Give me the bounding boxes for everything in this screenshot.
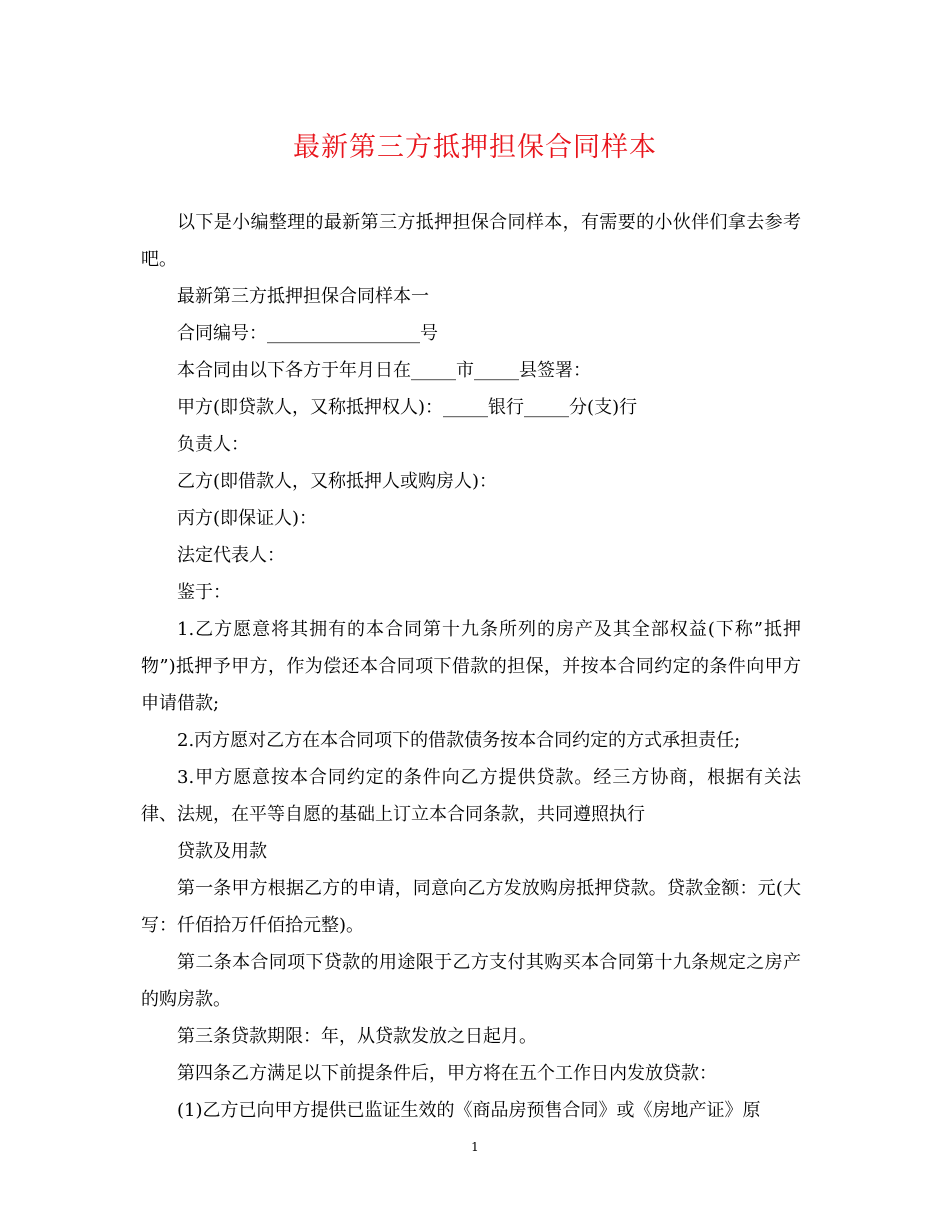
page-number: 1	[471, 1140, 479, 1154]
document-body	[141, 204, 801, 1129]
paragraph-party-c: 丙方(即保证人)：	[177, 508, 318, 529]
paragraph-article-1: 第一条甲方根据乙方的申请，同意向乙方发放购房抵押贷款。贷款金额：元(大写：仟佰拾万仟佰拾元整)。	[141, 878, 801, 936]
paragraph-responsible-person: 负责人：	[177, 434, 249, 455]
paragraph-intro: 以下是小编整理的最新第三方抵押担保合同样本，有需要的小伙伴们拿去参考吧。	[141, 212, 801, 270]
document-title: 最新第三方抵押担保合同样本	[293, 132, 657, 163]
paragraph-article-4: 第四条乙方满足以下前提条件后，甲方将在五个工作日内发放贷款：	[177, 1063, 717, 1084]
paragraph-sample-heading: 最新第三方抵押担保合同样本一	[177, 286, 429, 307]
paragraph-whereas-2: 2.丙方愿对乙方在本合同项下的借款债务按本合同约定的方式承担责任;	[177, 730, 741, 751]
paragraph-party-a: 甲方(即贷款人，又称抵押权人)：_____银行_____分(支)行	[177, 397, 638, 418]
paragraph-signing: 本合同由以下各方于年月日在_____市_____县签署：	[177, 360, 591, 381]
paragraph-loan-section: 贷款及用款	[177, 841, 267, 862]
paragraph-legal-representative: 法定代表人：	[177, 545, 285, 566]
paragraph-whereas-3: 3.甲方愿意按本合同约定的条件向乙方提供贷款。经三方协商，根据有关法律、法规，在平等自愿的基础上订立本合同条款，共同遵照执行	[141, 767, 801, 825]
paragraph-condition-1: (1)乙方已向甲方提供已监证生效的《商品房预售合同》或《房地产证》原	[177, 1100, 761, 1121]
paragraph-article-2: 第二条本合同项下贷款的用途限于乙方支付其购买本合同第十九条规定之房产的购房款。	[141, 952, 801, 1010]
paragraph-contract-number: 合同编号：_________________号	[177, 323, 438, 344]
paragraph-whereas-1: 1.乙方愿意将其拥有的本合同第十九条所列的房产及其全部权益(下称”抵押物”)抵押予甲方，作为偿还本合同项下借款的担保，并按本合同约定的条件向甲方申请借款;	[141, 619, 801, 714]
paragraph-whereas: 鉴于：	[177, 582, 231, 603]
paragraph-article-3: 第三条贷款期限：年，从贷款发放之日起月。	[177, 1026, 537, 1047]
paragraph-party-b: 乙方(即借款人，又称抵押人或购房人)：	[177, 471, 498, 492]
